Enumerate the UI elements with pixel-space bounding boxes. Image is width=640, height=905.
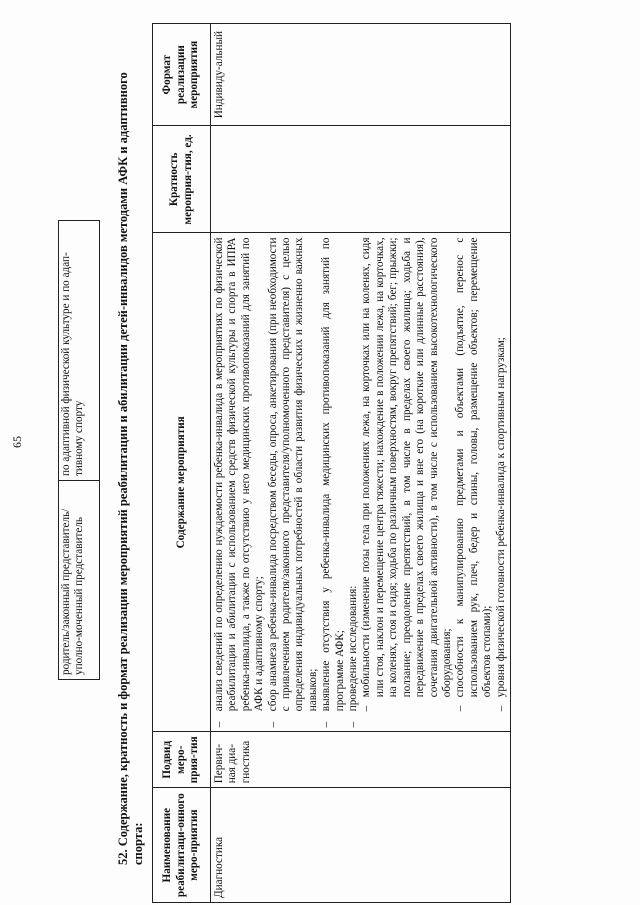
continuation-table <box>58 220 100 680</box>
header-subtype: Подвид меро-прия-тия <box>153 732 211 788</box>
rehab-table <box>152 23 511 903</box>
header-format: Формат реализации мероприятия <box>153 24 211 126</box>
content-item: – проведение исследования: <box>347 585 360 728</box>
cell-format: Индивиду-альный <box>211 24 511 126</box>
header-multiplicity: Кратность мероприя-тия, ед. <box>153 126 211 233</box>
cell-subtype: Первич-ная диа-гностика <box>211 732 511 788</box>
content-item: – сбор анамнеза ребенка-инвалида посредством беседы, опроса, анкетирования (при необходимости с привлечением родителя/законного представителя/уполномоченного представителя) с целью определения индивидуальных потребностей в области развития физических и жизненно важных навыков; <box>266 237 319 728</box>
cell-name: Диагностика <box>211 788 511 903</box>
section-heading: 52. Содержание, кратность и формат реализации мероприятий реабилитации и абилитации детей-инвалидов методами АФК и адаптивного спорта: <box>116 72 145 865</box>
continuation-right-cell: по адаптивной физической культуре и по адап-тивному спорту <box>59 221 100 481</box>
cell-multiplicity <box>211 126 511 233</box>
content-item: – анализ сведений по определению нуждаемости ребенка-инвалида в мероприятиях по физической реабилитации и абилитации с использованием средств физической культуры и спорта в ИПРА ребенка-инвалида, а также по отсутствию у него медицинских противопоказаний для занятий по АФК и адаптивному спорту; <box>213 237 266 728</box>
content-subitem: – способности к манипулированию предметами и объектами (подъятие, перенос с использованием рук, плеч, бедер и спины, головы, размещение объектов; перемещение объектов стопами); <box>454 237 494 712</box>
content-item: – выявление отсутствия у ребенка-инвалида медицинских противопоказаний для занятий по программе АФК; <box>320 237 346 728</box>
content-subitem: – уровня физической готовности ребенка-инвалида к спортивным нагрузкам; <box>494 337 507 712</box>
header-name: Наименование реабилитаци-онного меро-приятия <box>153 788 211 903</box>
continuation-left-cell: родитель/законный представитель/уполно-моченный представитель <box>59 481 100 680</box>
page-number: 65 <box>10 436 24 448</box>
content-subitem: – мобильности (изменение позы тела при положениях лежа, на корточках или на коленях, сидя или стоя, наклон и перемещение центра тяжести; нахождение в положении лежа, на корточках, на коленях, стоя и сидя; ходьба по различным поверхностям, вокруг препятствий; бег; прыжки; ползание; преодоление препятствий, в том числе в пределах своего жилища; ходьба и передвижение в пределах своего жилища и вне его (на короткие или длинные расстояния), сочетания двигательной активности), в том числе с использованием высокотехнологического оборудования; <box>360 237 453 712</box>
header-content: Содержание мероприятия <box>153 233 211 732</box>
cell-content <box>211 233 511 732</box>
